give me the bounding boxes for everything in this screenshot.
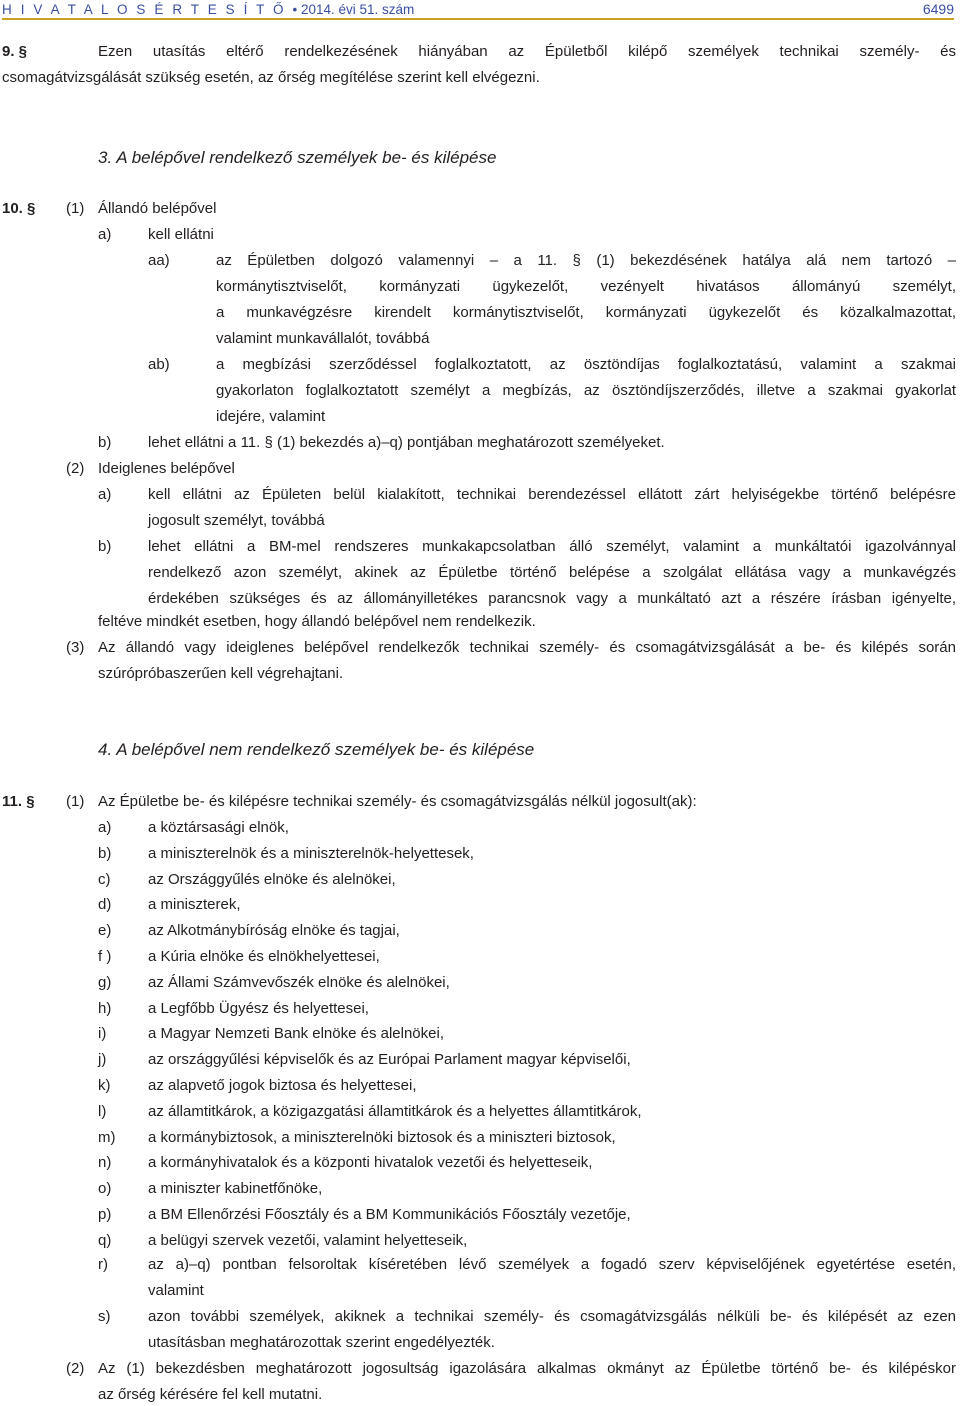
list-item-label: d)	[98, 896, 112, 913]
subpoint-line: a megbízási szerződéssel foglalkoztatott, az ösztöndíjas foglalkoztatású, valamint a szakmai	[216, 356, 956, 373]
point-text: kell ellátni	[148, 226, 214, 243]
subpoint-line: idejére, valamint	[216, 408, 326, 425]
subpoint-label: ab)	[148, 356, 170, 373]
list-item-text: az országgyűlési képviselők és az Európai Parlament magyar képviselői,	[148, 1051, 631, 1068]
paragraph-line: csomagátvizsgálását szükség esetén, az őrség megítélése szerint kell elvégezni.	[2, 69, 540, 86]
list-item-text: a miniszterek,	[148, 896, 241, 913]
list-item-label: p)	[98, 1206, 112, 1223]
paragraph-line: az őrség kérésére fel kell mutatni.	[98, 1386, 323, 1403]
list-item-line: valamint	[148, 1282, 204, 1299]
subpoint-line: a munkavégzésre kirendelt kormánytisztviselőt, kormányzati ügykezelőt és közalkalmazottat,	[216, 304, 956, 321]
list-item-line: utasításban meghatározottak szerint engedélyezték.	[148, 1334, 495, 1351]
page-number: 6499	[922, 1, 954, 17]
list-item-text: az alapvető jogok biztosa és helyettesei,	[148, 1077, 417, 1094]
point-line: kell ellátni az Épületen belül kialakított, technikai berendezéssel ellátott zárt helyiségekbe történő belépésre	[148, 486, 956, 503]
subpoint-line: gyakorlaton foglalkoztatott személyt a megbízás, az ösztöndíjszerződés, illetve a szakmai gyakorlat	[216, 382, 956, 399]
point-line: érdekében szükséges és az állományilletékes parancsnok vagy a munkáltató azt a részére írásban igényelte,	[148, 590, 956, 607]
list-item-text: a kormánybiztosok, a miniszterelnöki biztosok és a miniszteri biztosok,	[148, 1129, 616, 1146]
list-item-line: azon további személyek, akiknek a technikai személy- és csomagátvizsgálás nélküli be- és kilépését az ezen	[148, 1308, 956, 1325]
subpoint-line: kormánytisztviselőt, kormányzati ügykezelőt, vezényelt hivatásos állományú személyt,	[216, 278, 956, 295]
list-item-label: h)	[98, 1000, 112, 1017]
subpoint-line: az Épületben dolgozó valamennyi – a 11. § (1) bekezdésének hatálya alá nem tartozó –	[216, 252, 956, 269]
point-line: jogosult személyt, továbbá	[148, 512, 325, 529]
list-item-label: l)	[98, 1103, 107, 1120]
list-item-text: a BM Ellenőrzési Főosztály és a BM Kommunikációs Főosztály vezetője,	[148, 1206, 631, 1223]
paragraph-line: Az állandó vagy ideiglenes belépővel rendelkezők technikai személy- és csomagátvizsgálását a be- és kilépés során	[98, 639, 956, 656]
point-text: lehet ellátni a 11. § (1) bekezdés a)–q) pontjában meghatározott személyeket.	[148, 434, 665, 451]
list-item-text: a kormányhivatalok és a központi hivatalok vezetői és helyetteseik,	[148, 1154, 593, 1171]
paragraph-number: (2)	[66, 1360, 85, 1377]
list-item-text: a belügyi szervek vezetői, valamint helyetteseik,	[148, 1232, 468, 1249]
list-item-label: s)	[98, 1308, 111, 1325]
subpoint-label: aa)	[148, 252, 170, 269]
list-item-text: a miniszter kabinetfőnöke,	[148, 1180, 323, 1197]
paragraph-number: (3)	[66, 639, 85, 656]
section-number: 11. §	[2, 793, 35, 810]
list-item-text: az Állami Számvevőszék elnöke és alelnökei,	[148, 974, 450, 991]
paragraph-text: Ideiglenes belépővel	[98, 460, 235, 477]
list-item-text: a Legfőbb Ügyész és helyettesei,	[148, 1000, 369, 1017]
list-item-label: n)	[98, 1154, 112, 1171]
chapter-heading: 3. A belépővel rendelkező személyek be- és kilépése	[98, 148, 497, 167]
list-item-text: a köztársasági elnök,	[148, 819, 289, 836]
list-item-label: e)	[98, 922, 112, 939]
paragraph-number: (1)	[66, 200, 85, 217]
list-item-text: a Magyar Nemzeti Bank elnöke és alelnökei,	[148, 1025, 444, 1042]
point-label: a)	[98, 226, 112, 243]
list-item-label: o)	[98, 1180, 112, 1197]
list-item-text: az Országgyűlés elnöke és alelnökei,	[148, 871, 396, 888]
paragraph-line: Ezen utasítás eltérő rendelkezésének hiányában az Épületből kilépő személyek technikai személy- és	[98, 43, 956, 60]
page-header	[2, 0, 954, 20]
list-item-label: f )	[98, 948, 112, 965]
paragraph-number: (2)	[66, 460, 85, 477]
list-item-label: q)	[98, 1232, 112, 1249]
point-label: b)	[98, 434, 112, 451]
paragraph-text: Az Épületbe be- és kilépésre technikai személy- és csomagátvizsgálás nélkül jogosult(ak):	[98, 793, 697, 810]
list-item-label: j)	[98, 1051, 107, 1068]
paragraph-line: Az (1) bekezdésben meghatározott jogosultság igazolására alkalmas okmányt az Épületbe történő be- és kilépéskor	[98, 1360, 956, 1377]
point-line: rendelkező azon személyt, akinek az Épületbe történő belépése a szolgálat ellátása vagy a munkavégzés	[148, 564, 956, 581]
paragraph-number: (1)	[66, 793, 85, 810]
list-item-text: a Kúria elnöke és elnökhelyettesei,	[148, 948, 380, 965]
list-item-label: m)	[98, 1129, 116, 1146]
list-item-text: az Alkotmánybíróság elnöke és tagjai,	[148, 922, 400, 939]
paragraph-text: Állandó belépővel	[98, 200, 217, 217]
list-item-label: g)	[98, 974, 112, 991]
point-label: a)	[98, 486, 112, 503]
list-item-line: az a)–q) pontban felsoroltak kíséretében lévő személyek a fogadó szerv képviselőjének egyetértése esetén,	[148, 1256, 956, 1273]
section-number: 10. §	[2, 200, 36, 217]
list-item-label: i)	[98, 1025, 107, 1042]
list-item-label: k)	[98, 1077, 111, 1094]
list-item-label: c)	[98, 871, 111, 888]
chapter-heading: 4. A belépővel nem rendelkező személyek be- és kilépése	[98, 740, 535, 759]
list-item-label: b)	[98, 845, 112, 862]
publication-title: H I V A T A L O S É R T E S Í T Ő • 2014. évi 51. szám	[2, 1, 415, 17]
paragraph-tail: feltéve mindkét esetben, hogy állandó belépővel nem rendelkezik.	[98, 613, 536, 630]
list-item-label: r)	[98, 1256, 108, 1273]
list-item-text: a miniszterelnök és a miniszterelnök-helyettesek,	[148, 845, 474, 862]
list-item-text: az államtitkárok, a közigazgatási államtitkárok és a helyettes államtitkárok,	[148, 1103, 642, 1120]
point-line: lehet ellátni a BM-mel rendszeres munkakapcsolatban álló személyt, valamint a munkáltatói igazolvánnyal	[148, 538, 956, 555]
paragraph-line: szúrópróbaszerűen kell végrehajtani.	[98, 665, 344, 682]
point-label: b)	[98, 538, 112, 555]
section-number: 9. §	[2, 43, 28, 60]
list-item-label: a)	[98, 819, 112, 836]
subpoint-line: valamint munkavállalót, továbbá	[216, 330, 430, 347]
